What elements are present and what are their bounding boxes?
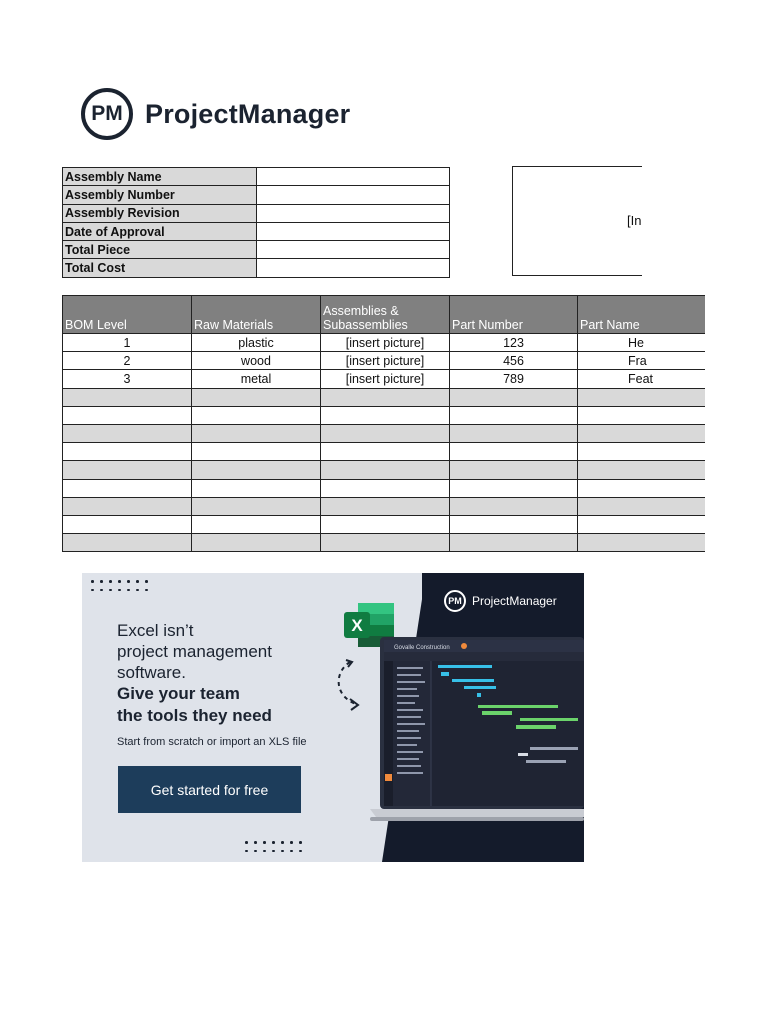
bom-cell[interactable]: 789 xyxy=(450,370,578,388)
assembly-name-cell[interactable] xyxy=(257,168,450,186)
bom-cell[interactable] xyxy=(63,515,192,533)
bom-cell[interactable] xyxy=(321,534,450,552)
bom-cell[interactable] xyxy=(192,479,321,497)
total-cost-cell[interactable] xyxy=(257,259,450,277)
bom-cell[interactable] xyxy=(63,461,192,479)
bom-cell[interactable] xyxy=(192,497,321,515)
bom-cell[interactable] xyxy=(578,406,706,424)
table-row xyxy=(63,352,706,370)
projectmanager-logo xyxy=(64,74,374,154)
bom-cell[interactable]: Fra xyxy=(578,352,706,370)
bom-cell[interactable]: [insert picture] xyxy=(321,370,450,388)
assembly-revision-cell[interactable] xyxy=(257,204,450,222)
promo-banner[interactable] xyxy=(82,573,584,862)
bom-cell[interactable] xyxy=(578,443,706,461)
bom-cell[interactable] xyxy=(578,534,706,552)
bom-cell[interactable] xyxy=(192,461,321,479)
bom-cell[interactable]: 3 xyxy=(63,370,192,388)
info-label: Total Cost xyxy=(63,259,257,277)
bom-cell[interactable]: Feat xyxy=(578,370,706,388)
bom-header-cell: Raw Materials xyxy=(192,296,321,334)
info-row xyxy=(63,168,450,186)
excel-icon-letter: X xyxy=(351,616,363,635)
bom-cell[interactable]: [insert picture] xyxy=(321,334,450,352)
bom-cell[interactable] xyxy=(450,497,578,515)
logo-mark: PM xyxy=(81,88,133,140)
bom-header-cell: BOM Level xyxy=(63,296,192,334)
bom-cell[interactable]: 2 xyxy=(63,352,192,370)
assembly-number-cell[interactable] xyxy=(257,186,450,204)
bom-cell[interactable] xyxy=(63,424,192,442)
info-label: Assembly Revision xyxy=(63,204,257,222)
info-row xyxy=(63,204,450,222)
bom-cell[interactable] xyxy=(578,424,706,442)
laptop-app-screenshot xyxy=(370,637,584,847)
bom-cell[interactable] xyxy=(321,515,450,533)
info-label: Date of Approval xyxy=(63,222,257,240)
bom-cell[interactable] xyxy=(450,388,578,406)
bom-cell[interactable] xyxy=(63,388,192,406)
assembly-info-table xyxy=(62,167,450,278)
bom-cell[interactable] xyxy=(63,406,192,424)
table-row xyxy=(63,497,706,515)
info-row xyxy=(63,186,450,204)
bom-cell[interactable]: metal xyxy=(192,370,321,388)
table-row xyxy=(63,334,706,352)
date-of-approval-cell[interactable] xyxy=(257,222,450,240)
bom-cell[interactable]: 1 xyxy=(63,334,192,352)
bom-cell[interactable] xyxy=(450,443,578,461)
bom-cell[interactable] xyxy=(321,406,450,424)
bom-cell[interactable] xyxy=(578,479,706,497)
bom-cell[interactable] xyxy=(63,534,192,552)
info-label: Assembly Number xyxy=(63,186,257,204)
decorative-dots xyxy=(91,580,154,591)
bom-cell[interactable] xyxy=(450,406,578,424)
table-row xyxy=(63,515,706,533)
banner-line: project management xyxy=(117,642,272,661)
bom-cell[interactable] xyxy=(192,515,321,533)
total-piece-cell[interactable] xyxy=(257,241,450,259)
bom-cell[interactable] xyxy=(192,406,321,424)
info-row xyxy=(63,222,450,240)
bom-cell[interactable] xyxy=(192,424,321,442)
picture-placeholder-text: [In xyxy=(627,213,642,228)
logo-wordmark: ProjectManager xyxy=(145,98,351,129)
table-row xyxy=(63,370,706,388)
bom-cell[interactable] xyxy=(450,515,578,533)
bom-cell[interactable] xyxy=(578,515,706,533)
bom-cell[interactable] xyxy=(450,461,578,479)
bom-table xyxy=(62,295,705,552)
bom-header-cell: Part Number xyxy=(450,296,578,334)
bom-cell[interactable] xyxy=(450,479,578,497)
bom-header-row xyxy=(63,296,706,334)
bom-cell[interactable] xyxy=(321,479,450,497)
banner-headline: the tools they need xyxy=(117,706,272,725)
banner-subtext: Start from scratch or import an XLS file xyxy=(117,736,307,748)
bom-cell[interactable] xyxy=(63,443,192,461)
bom-cell[interactable] xyxy=(63,497,192,515)
table-row xyxy=(63,406,706,424)
bom-cell[interactable] xyxy=(450,424,578,442)
bom-cell[interactable]: 123 xyxy=(450,334,578,352)
app-title: Govalle Construction xyxy=(394,645,450,651)
table-row xyxy=(63,424,706,442)
bom-cell[interactable]: 456 xyxy=(450,352,578,370)
info-row xyxy=(63,241,450,259)
bom-cell[interactable] xyxy=(192,388,321,406)
bom-cell[interactable] xyxy=(321,497,450,515)
bom-cell[interactable] xyxy=(321,443,450,461)
table-row xyxy=(63,461,706,479)
bom-cell[interactable] xyxy=(578,497,706,515)
info-row xyxy=(63,259,450,277)
bom-cell[interactable]: He xyxy=(578,334,706,352)
bom-header-cell: Assemblies & Subassemblies xyxy=(321,296,450,334)
info-label: Assembly Name xyxy=(63,168,257,186)
bom-cell[interactable] xyxy=(63,479,192,497)
bom-header-cell: Part Name xyxy=(578,296,706,334)
bom-cell[interactable]: plastic xyxy=(192,334,321,352)
bom-cell[interactable] xyxy=(192,443,321,461)
bom-table-container xyxy=(62,295,705,555)
decorative-dots xyxy=(245,841,308,852)
banner-logo-mark: PM xyxy=(444,590,466,612)
info-label: Total Piece xyxy=(63,241,257,259)
bom-cell[interactable] xyxy=(321,424,450,442)
banner-line: software. xyxy=(117,663,186,682)
get-started-button[interactable]: Get started for free xyxy=(118,766,301,813)
bom-cell[interactable] xyxy=(321,388,450,406)
banner-headline: Give your team xyxy=(117,684,240,703)
picture-placeholder-box[interactable] xyxy=(512,166,642,276)
bom-cell[interactable]: [insert picture] xyxy=(321,352,450,370)
banner-logo-wordmark: ProjectManager xyxy=(472,594,557,608)
dashed-arrow-icon xyxy=(334,658,366,713)
table-row xyxy=(63,534,706,552)
banner-logo xyxy=(444,590,557,612)
bom-cell[interactable] xyxy=(450,534,578,552)
table-row xyxy=(63,388,706,406)
bom-cell[interactable] xyxy=(578,388,706,406)
table-row xyxy=(63,443,706,461)
banner-line: Excel isn’t xyxy=(117,621,194,640)
bom-cell[interactable]: wood xyxy=(192,352,321,370)
bom-cell[interactable] xyxy=(192,534,321,552)
table-row xyxy=(63,479,706,497)
bom-cell[interactable] xyxy=(321,461,450,479)
bom-cell[interactable] xyxy=(578,461,706,479)
